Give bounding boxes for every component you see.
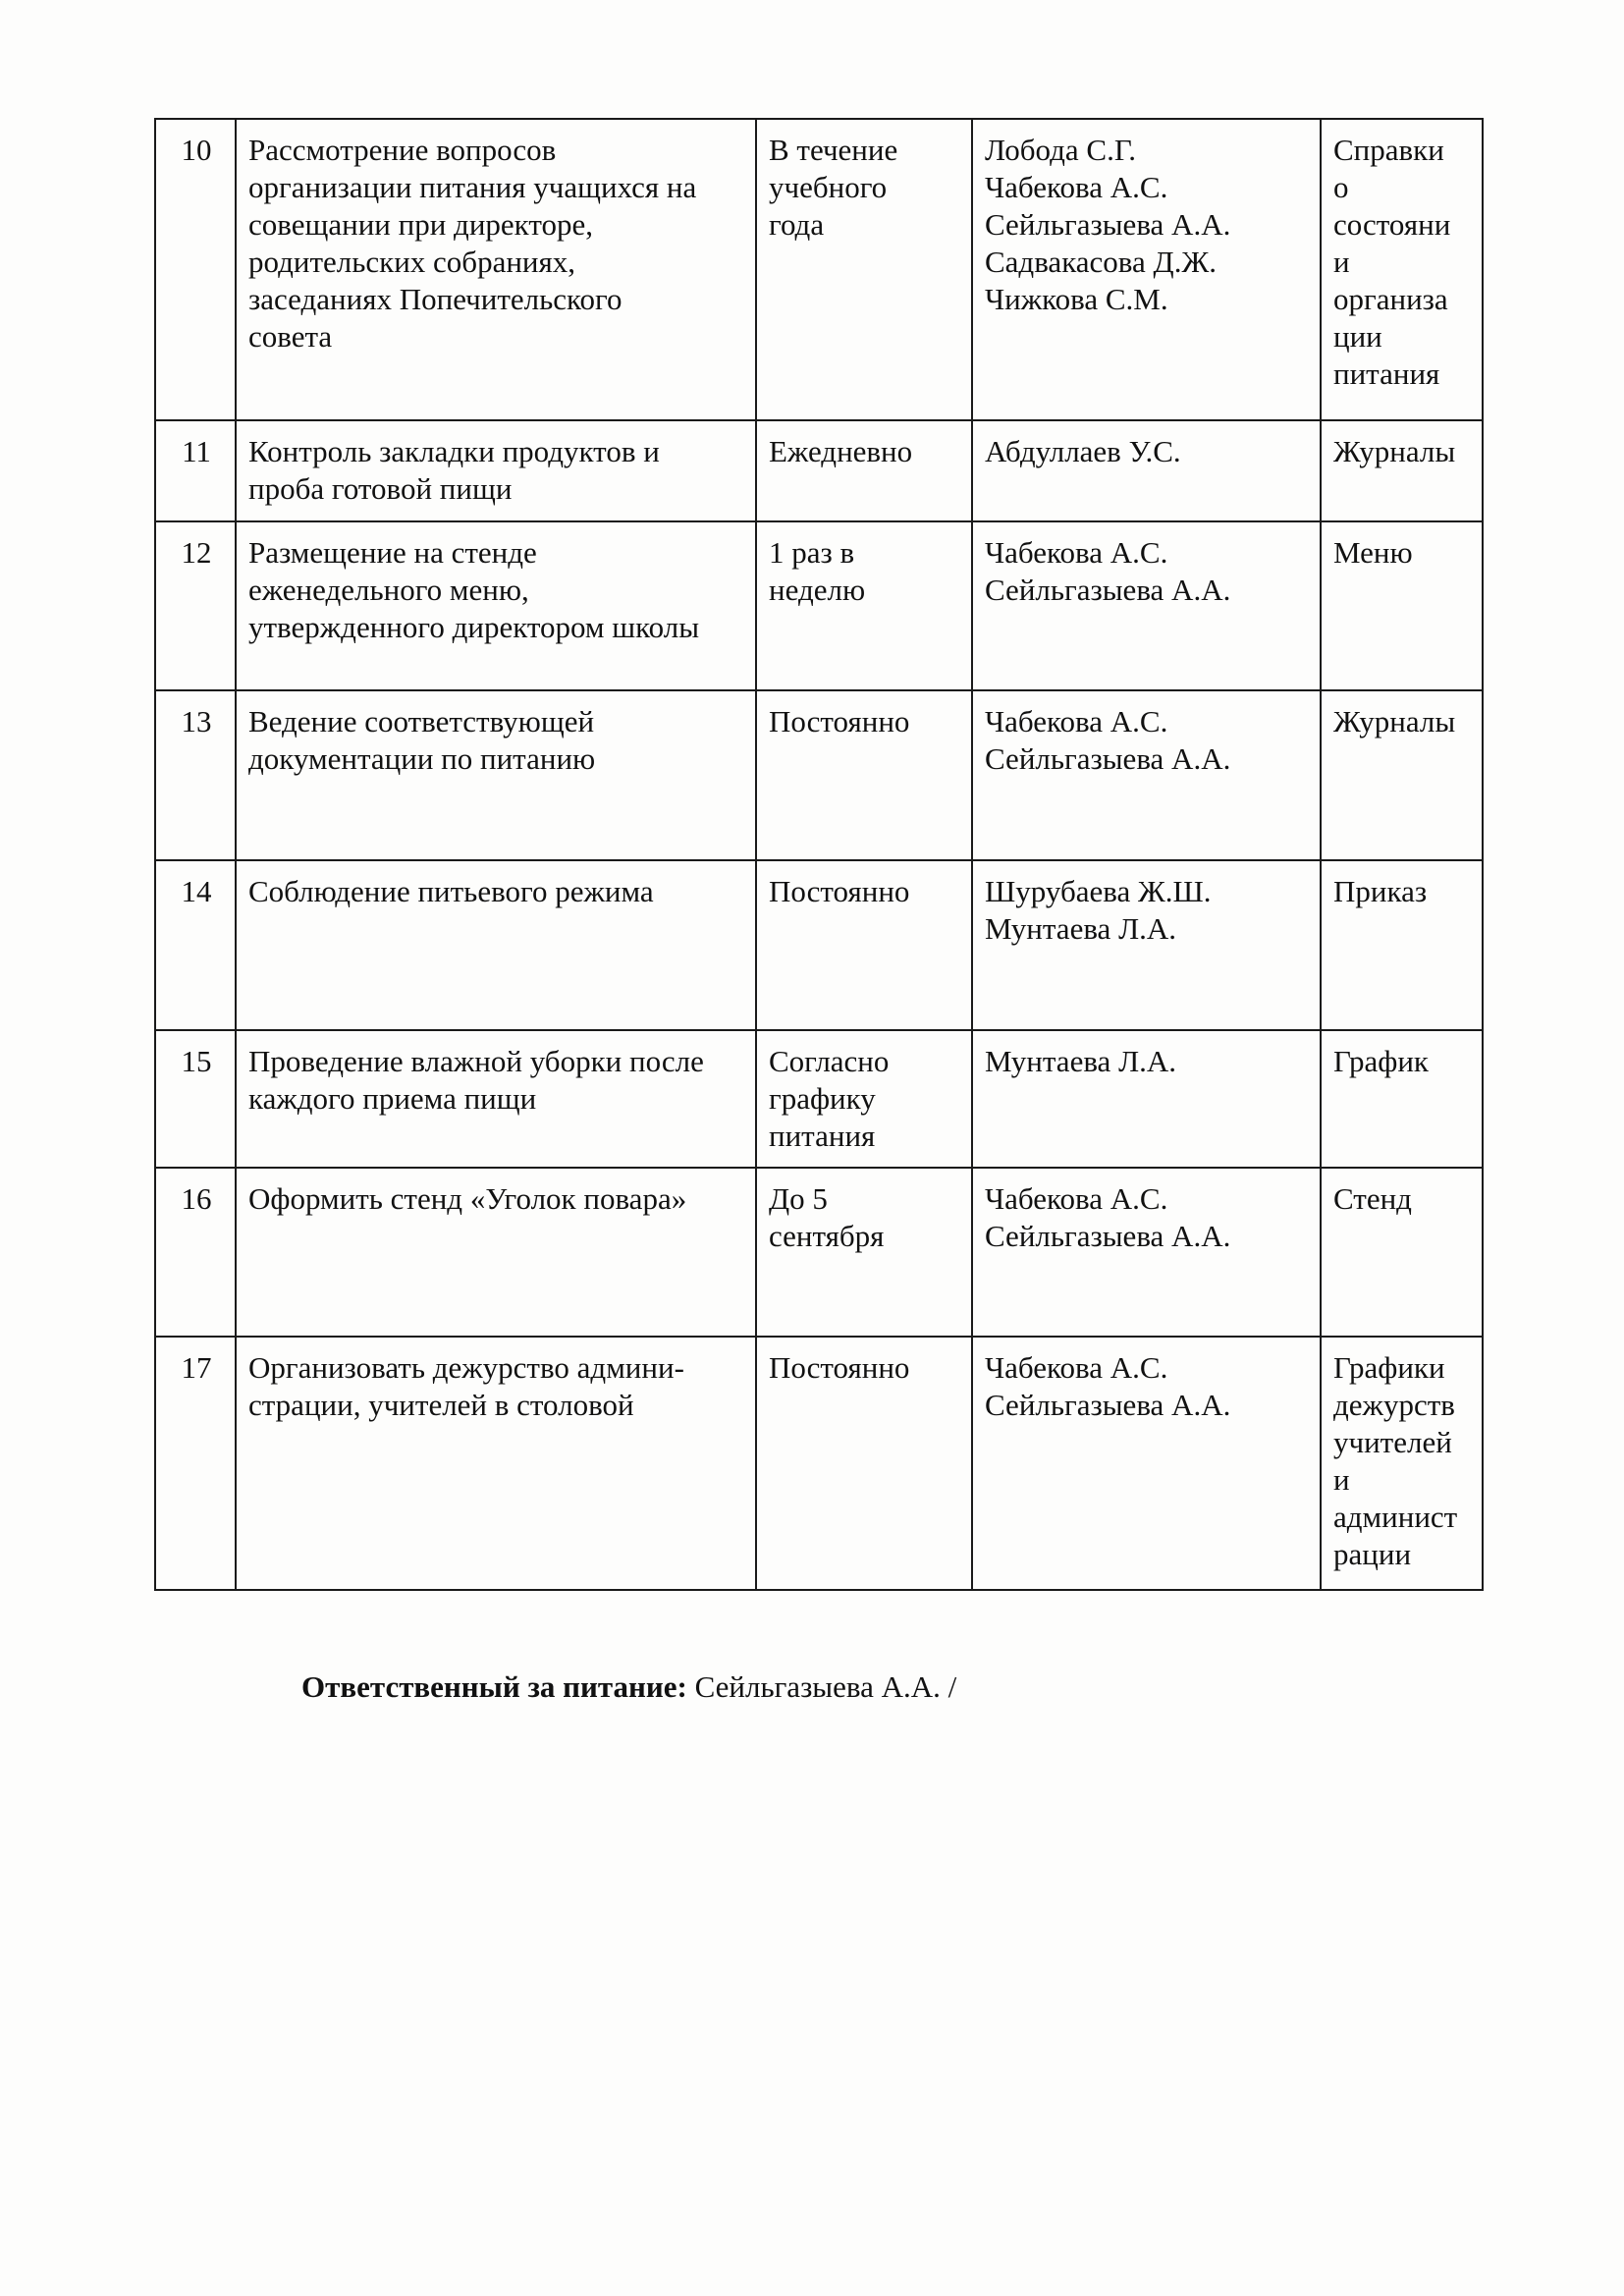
responsible-line: Мунтаева Л.А. — [985, 1044, 1176, 1078]
result-cell — [1321, 860, 1483, 1030]
result-cell — [1321, 521, 1483, 690]
activity-line: Организовать дежурство админи- — [248, 1350, 684, 1385]
result-line: Стенд — [1333, 1181, 1412, 1216]
result-line: Графики — [1333, 1350, 1445, 1385]
activity-cell — [236, 860, 756, 1030]
result-line: о — [1333, 170, 1349, 204]
responsible-line: Садвакасова Д.Ж. — [985, 245, 1217, 279]
result-cell — [1321, 1168, 1483, 1337]
timing-line: Постоянно — [769, 874, 910, 908]
table-row — [155, 1030, 1483, 1168]
activity-line: Оформить стенд «Уголок повара» — [248, 1181, 687, 1216]
result-line: и — [1333, 245, 1350, 279]
table-row — [155, 1337, 1483, 1590]
result-line: учителей — [1333, 1425, 1452, 1459]
activity-line: Ведение соответствующей — [248, 704, 595, 738]
responsible-cell — [972, 1168, 1321, 1337]
timing-cell — [756, 521, 972, 690]
table-row — [155, 119, 1483, 420]
timing-line: Согласно — [769, 1044, 890, 1078]
plan-table-body — [155, 119, 1483, 1590]
row-number: 17 — [155, 1337, 236, 1590]
activity-cell — [236, 1030, 756, 1168]
responsible-cell — [972, 119, 1321, 420]
result-cell — [1321, 119, 1483, 420]
result-cell — [1321, 690, 1483, 860]
result-line: ции — [1333, 319, 1382, 354]
result-line: Справки — [1333, 133, 1444, 167]
timing-cell — [756, 119, 972, 420]
activity-line: Размещение на стенде — [248, 535, 537, 570]
result-cell — [1321, 420, 1483, 521]
row-number: 15 — [155, 1030, 236, 1168]
row-number: 10 — [155, 119, 236, 420]
row-number: 14 — [155, 860, 236, 1030]
responsible-line: Сейльгазыева А.А. — [985, 741, 1231, 776]
activity-cell — [236, 690, 756, 860]
result-line: и — [1333, 1462, 1350, 1497]
timing-line: Постоянно — [769, 704, 910, 738]
result-line: организа — [1333, 282, 1448, 316]
timing-line: В течение — [769, 133, 898, 167]
activity-line: проба готовой пищи — [248, 471, 513, 506]
responsible-line: Лобода С.Г. — [985, 133, 1137, 167]
result-line: Журналы — [1333, 434, 1456, 468]
result-line: состояни — [1333, 207, 1451, 242]
timing-line: До 5 — [769, 1181, 828, 1216]
responsible-line: Шурубаева Ж.Ш. — [985, 874, 1212, 908]
activity-line: каждого приема пищи — [248, 1081, 537, 1116]
row-number: 16 — [155, 1168, 236, 1337]
timing-line: года — [769, 207, 825, 242]
result-line: админист — [1333, 1500, 1458, 1534]
timing-cell — [756, 690, 972, 860]
responsible-cell — [972, 860, 1321, 1030]
activity-line: заседаниях Попечительского — [248, 282, 623, 316]
responsible-line: Сейльгазыева А.А. — [985, 1388, 1231, 1422]
activity-cell — [236, 420, 756, 521]
responsible-line: Чабекова А.С. — [985, 535, 1168, 570]
table-row — [155, 860, 1483, 1030]
result-line: График — [1333, 1044, 1429, 1078]
responsible-cell — [972, 521, 1321, 690]
timing-cell — [756, 860, 972, 1030]
result-line: рации — [1333, 1537, 1412, 1571]
responsible-line: Мунтаева Л.А. — [985, 911, 1176, 946]
activity-line: утвержденного директором школы — [248, 610, 700, 644]
row-number: 11 — [155, 420, 236, 521]
activity-cell — [236, 119, 756, 420]
responsible-line: Чижкова С.М. — [985, 282, 1168, 316]
result-line: Журналы — [1333, 704, 1456, 738]
row-number: 12 — [155, 521, 236, 690]
result-cell — [1321, 1030, 1483, 1168]
row-number: 13 — [155, 690, 236, 860]
timing-line: Постоянно — [769, 1350, 910, 1385]
activity-line: совета — [248, 319, 333, 354]
timing-line: Ежедневно — [769, 434, 913, 468]
responsible-cell — [972, 1030, 1321, 1168]
activity-line: еженедельного меню, — [248, 573, 529, 607]
timing-line: сентября — [769, 1219, 885, 1253]
table-row — [155, 1168, 1483, 1337]
activity-line: страции, учителей в столовой — [248, 1388, 634, 1422]
activity-line: родительских собраниях, — [248, 245, 576, 279]
activity-line: Рассмотрение вопросов — [248, 133, 557, 167]
table-row — [155, 521, 1483, 690]
table-row — [155, 420, 1483, 521]
plan-table — [154, 118, 1484, 1591]
responsible-line: Чабекова А.С. — [985, 1350, 1168, 1385]
responsible-footer — [301, 1669, 956, 1705]
responsible-line: Сейльгазыева А.А. — [985, 573, 1231, 607]
responsible-line: Сейльгазыева А.А. — [985, 1219, 1231, 1253]
responsible-cell — [972, 1337, 1321, 1590]
activity-line: организации питания учащихся на — [248, 170, 697, 204]
timing-cell — [756, 1030, 972, 1168]
activity-line: Соблюдение питьевого режима — [248, 874, 654, 908]
timing-line: 1 раз в — [769, 535, 855, 570]
activity-line: документации по питанию — [248, 741, 596, 776]
activity-cell — [236, 521, 756, 690]
timing-cell — [756, 1337, 972, 1590]
activity-line: Проведение влажной уборки после — [248, 1044, 704, 1078]
result-cell — [1321, 1337, 1483, 1590]
result-line: Приказ — [1333, 874, 1428, 908]
responsible-line: Сейльгазыева А.А. — [985, 207, 1231, 242]
timing-cell — [756, 420, 972, 521]
table-row — [155, 690, 1483, 860]
activity-line: совещании при директоре, — [248, 207, 593, 242]
result-line: Меню — [1333, 535, 1413, 570]
timing-line: графику — [769, 1081, 876, 1116]
activity-line: Контроль закладки продуктов и — [248, 434, 660, 468]
timing-line: питания — [769, 1119, 876, 1153]
result-line: дежурств — [1333, 1388, 1455, 1422]
responsible-line: Чабекова А.С. — [985, 704, 1168, 738]
responsible-cell — [972, 420, 1321, 521]
result-line: питания — [1333, 356, 1440, 391]
activity-cell — [236, 1337, 756, 1590]
activity-cell — [236, 1168, 756, 1337]
responsible-line: Чабекова А.С. — [985, 1181, 1168, 1216]
responsible-name: Сейльгазыева А.А. / — [686, 1669, 957, 1704]
responsible-line: Чабекова А.С. — [985, 170, 1168, 204]
responsible-cell — [972, 690, 1321, 860]
responsible-line: Абдуллаев У.С. — [985, 434, 1181, 468]
timing-line: учебного — [769, 170, 888, 204]
responsible-label: Ответственный за питание: — [301, 1669, 687, 1704]
timing-line: неделю — [769, 573, 866, 607]
timing-cell — [756, 1168, 972, 1337]
